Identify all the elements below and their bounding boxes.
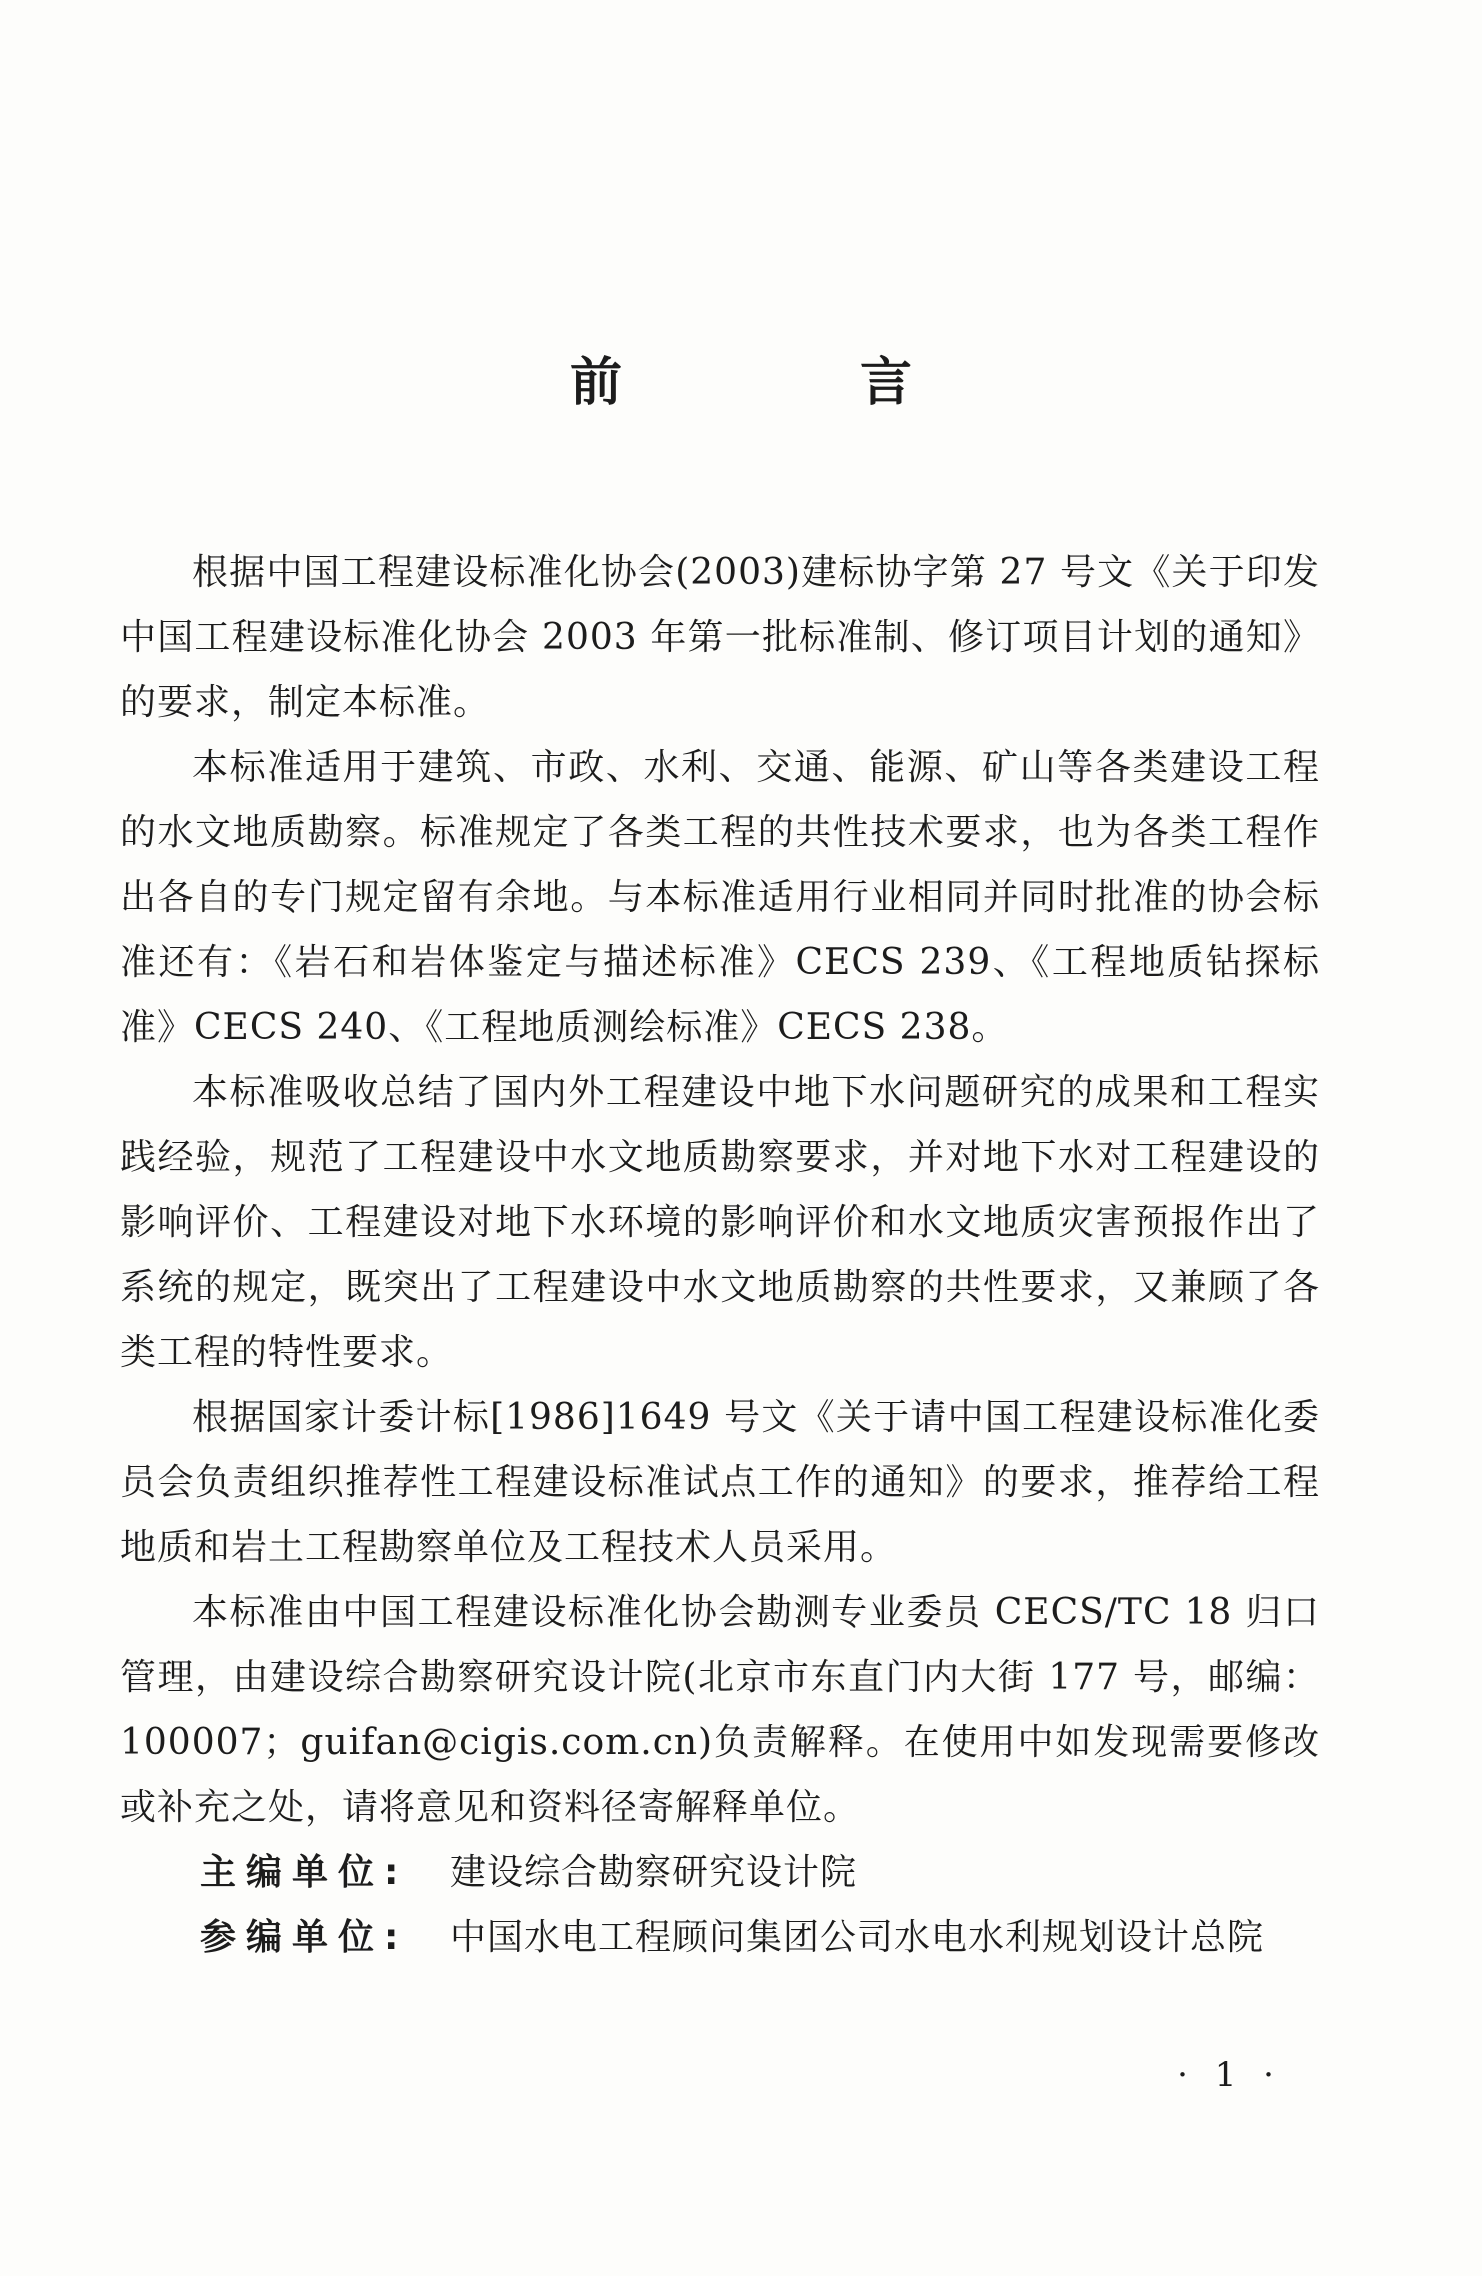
- participating-label: 参编单位:: [200, 1917, 409, 1958]
- page-number: · 1 ·: [1177, 2055, 1282, 2095]
- paragraph-3: 本标准吸收总结了国内外工程建设中地下水问题研究的成果和工程实践经验，规范了工程建设中水文地质勘察要求，并对地下水对工程建设的影响评价、工程建设对地下水环境的影响评价和水文地质灾害预报作出了系统的规定，既突出了工程建设中水文地质勘察的共性要求，又兼顾了各类工程的特性要求。: [120, 1072, 1320, 1373]
- document-body: [120, 540, 1320, 1970]
- chief-editor-value: 建设综合勘察研究设计院: [450, 1852, 858, 1893]
- page-title: 前 言: [569, 353, 1023, 413]
- paragraph-1: 根据中国工程建设标准化协会(2003)建标协字第 27 号文《关于印发中国工程建设标准化协会 2003 年第一批标准制、修订项目计划的通知》的要求，制定本标准。: [120, 552, 1320, 723]
- paragraph-2: 本标准适用于建筑、市政、水利、交通、能源、矿山等各类建设工程的水文地质勘察。标准规定了各类工程的共性技术要求，也为各类工程作出各自的专门规定留有余地。与本标准适用行业相同并同时批准的协会标准还有：《岩石和岩体鉴定与描述标准》CECS 239、《工程地质钻探标准》CECS 240、《工程地质测绘标准》CECS 238。: [120, 747, 1320, 1048]
- participating-unit: [120, 1905, 1320, 1970]
- paragraph-4: 根据国家计委计标[1986]1649 号文《关于请中国工程建设标准化委员会负责组织推荐性工程建设标准试点工作的通知》的要求，推荐给工程地质和岩土工程勘察单位及工程技术人员采用。: [120, 1397, 1320, 1568]
- paragraph-5: 本标准由中国工程建设标准化协会勘测专业委员 CECS/TC 18 归口管理，由建设综合勘察研究设计院(北京市东直门内大街 177 号，邮编：100007；guifan@cigis.com.cn)负责解释。在使用中如发现需要修改或补充之处，请将意见和资料径寄解释单位。: [120, 1592, 1320, 1828]
- chief-editor-label: 主编单位:: [200, 1852, 409, 1893]
- chief-editor-unit: [120, 1840, 1320, 1905]
- participating-value: 中国水电工程顾问集团公司水电水利规划设计总院: [450, 1917, 1265, 1958]
